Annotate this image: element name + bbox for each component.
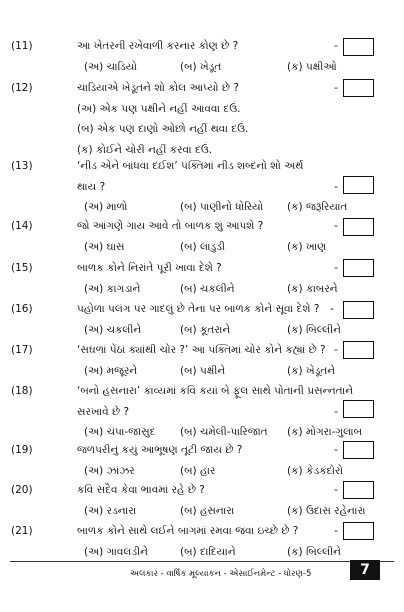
- answer-option: (બ) હસનારા: [180, 504, 235, 517]
- answer-dash: -: [330, 302, 334, 315]
- answer-option: (અ) ચાડિયો: [84, 60, 137, 73]
- question-text: પહોળા પલંગ પર ગાદલું છે તેના પર બાળક કોને સૂવા દેશે ?: [77, 303, 320, 315]
- question-text: સરખાવે છે ?: [77, 405, 130, 418]
- answer-option: (ક) મોગરા-ગુલાબ: [287, 426, 363, 438]
- answer-option: (અ) ઘાસ: [84, 240, 125, 253]
- answer-dash: -: [334, 219, 338, 232]
- question-text: બાળક કોને સાથે લઈને બાગમાં રમવા જવા ઇચ્છે છે ?: [77, 525, 299, 537]
- answer-option: (બ) પક્ષીને: [180, 364, 226, 377]
- answer-box[interactable]: [343, 259, 374, 277]
- answer-dash: -: [334, 179, 338, 193]
- question-text: કવિ સદૈવ કેવા ભાવમાં રહે છે ?: [77, 484, 205, 496]
- question-text: ‘નીડ એને બાંધવા દઈશ’ પંક્તિમાં નીડ શબ્દનો શો અર્થ: [77, 160, 304, 172]
- answer-box[interactable]: [343, 522, 374, 540]
- answer-option: (અ) એક પણ પક્ષીને નહીં આવવા દઉં.: [77, 102, 241, 115]
- question-number: (17): [11, 344, 33, 356]
- answer-option: (બ) એક પણ દાણો ઓછો નહીં થવા દઉં.: [77, 123, 249, 135]
- answer-dash: -: [334, 261, 338, 274]
- answer-option: (ક) બિલ્લીને: [287, 323, 341, 336]
- answer-option: (બ) પાણીનો ધોરિયો: [180, 201, 264, 213]
- answer-option: (અ) મજૂરને: [84, 364, 138, 377]
- answer-option: (ક) બિલ્લીને: [287, 545, 341, 558]
- answer-dash: -: [334, 524, 338, 537]
- answer-box[interactable]: [343, 441, 374, 459]
- answer-box[interactable]: [343, 176, 374, 194]
- answer-option: (ક) કાબરને: [287, 282, 338, 295]
- question-text: જળપરીનું કયું આભૂષણ તૂટી જાય છે ?: [77, 444, 243, 456]
- question-text: ‘બનો હસનારા’ કાવ્યમાં કવિ કયાં બે ફૂલ સાથે પોતાની પ્રસન્નતાને: [77, 385, 354, 397]
- question-number: (19): [11, 444, 33, 456]
- answer-option: (અ) કાગડાને: [84, 282, 141, 295]
- question-number: (11): [11, 40, 33, 52]
- question-number: (14): [11, 220, 33, 232]
- answer-option: (અ) માળો: [84, 201, 128, 213]
- question-number: (16): [11, 303, 33, 315]
- answer-dash: -: [334, 343, 338, 356]
- answer-option: (ક) પક્ષીઓ: [287, 60, 337, 73]
- answer-box[interactable]: [343, 301, 374, 319]
- answer-box[interactable]: [343, 341, 374, 359]
- question-text: બાળક કોને નિરાંતે પૂરી ખાવા દેશે ?: [77, 262, 222, 274]
- answer-option: (ક) કેડકંદોરો: [287, 464, 344, 477]
- answer-box[interactable]: [343, 79, 374, 97]
- answer-option: (બ) ચમેલી-પારિજાત: [180, 426, 268, 438]
- question-number: (20): [11, 484, 33, 496]
- answer-box[interactable]: [343, 400, 374, 418]
- answer-option: (ક) ખેડૂતને: [287, 364, 336, 377]
- answer-option: (બ) હાર: [180, 464, 216, 477]
- question-text: ચાડિયાએ ખેડૂતને શો કોલ આપ્યો છે ?: [77, 82, 239, 94]
- footer-text: અલંકાર - વાર્ષિક મૂલ્યાંકન - એસાઈનમેન્ટ - ધોરણ-5: [130, 569, 312, 579]
- question-text: જો આંગણે ગાય આવે તો બાળક શું આપશે ?: [77, 220, 264, 232]
- answer-box[interactable]: [343, 38, 374, 56]
- question-number: (12): [11, 82, 33, 94]
- question-number: (13): [11, 160, 33, 172]
- answer-option: (બ) દાદિયાને: [180, 545, 236, 558]
- question-text: થાય ?: [77, 180, 106, 193]
- question-number: (21): [11, 525, 33, 537]
- answer-option: (ક) ઉદાસ રહેનારા: [287, 504, 366, 517]
- answer-option: (ક) જરૂરિયાત: [287, 201, 348, 213]
- answer-option: (અ) ચંપા-જાસુદ: [84, 426, 156, 438]
- answer-option: (અ) ચકલીને: [84, 323, 142, 336]
- question-number: (18): [11, 385, 33, 397]
- answer-option: (બ) લાડુડી: [180, 240, 226, 253]
- answer-option: (બ) કૂતરાને: [180, 323, 231, 336]
- answer-option: (બ) ચકલીને: [180, 282, 235, 295]
- answer-box[interactable]: [343, 218, 374, 236]
- answer-dash: -: [334, 483, 338, 496]
- answer-dash: -: [334, 404, 338, 418]
- answer-option: (અ) ગાવલડીને: [84, 545, 148, 558]
- footer-rule: [10, 561, 394, 562]
- page-number: 7: [350, 560, 380, 580]
- answer-option: (અ) રડનારા: [84, 504, 137, 517]
- question-text: આ ખેતરની રખેવાળી કરનાર કોણ છે ?: [77, 40, 239, 52]
- answer-option: (બ) ખેડૂત: [180, 60, 222, 73]
- answer-dash: -: [334, 39, 338, 52]
- answer-option: (અ) ઝાંઝર: [84, 464, 135, 477]
- answer-box[interactable]: [343, 481, 374, 499]
- answer-option: (ક) કોઈને ચોરી નહીં કરવા દઉં.: [77, 143, 213, 156]
- answer-option: (ક) ખાણ: [287, 240, 327, 253]
- question-text: ‘સઘળાં પેંઠાં ક્યાંથી ચોર ?’ આ પંક્તિમાં ચોર કોને કહ્યાં છે ?: [77, 344, 326, 356]
- answer-dash: -: [334, 443, 338, 456]
- answer-dash: -: [334, 81, 338, 94]
- question-number: (15): [11, 262, 33, 274]
